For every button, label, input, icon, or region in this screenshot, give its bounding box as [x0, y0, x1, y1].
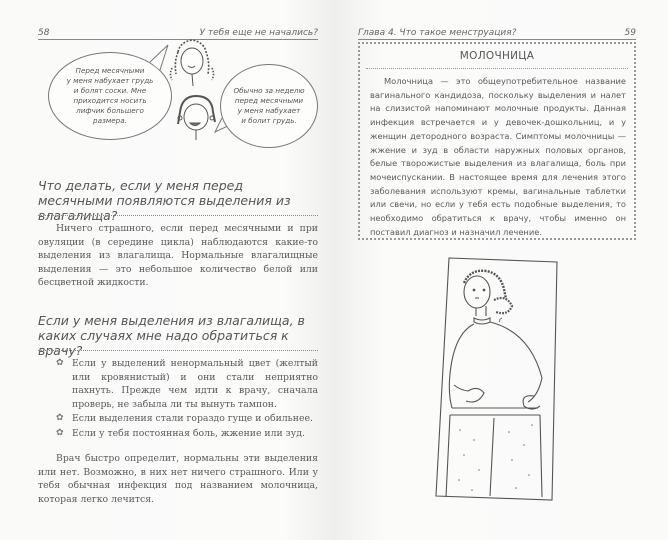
bubble-line: у меня набухает грудь: [66, 76, 154, 85]
right-page-number: 59: [624, 28, 636, 38]
pants-dots: [458, 424, 533, 491]
bubble-line: Обычно за неделю: [233, 86, 305, 95]
right-running-title: Глава 4. Что такое менструация?: [358, 28, 517, 38]
right-page: [334, 0, 668, 540]
bullet-text: Если у тебя постоянная боль, жжение или зуд.: [72, 427, 305, 439]
left-page-number: 58: [38, 28, 50, 38]
flower-bullet-icon: ✿: [56, 413, 64, 423]
section1-divider: [38, 215, 318, 216]
bullet-list: [56, 357, 318, 441]
flower-bullet-icon: ✿: [56, 427, 64, 438]
list-item: [56, 427, 318, 441]
left-running-title: У тебя еще не начались?: [199, 28, 318, 38]
bubble-line: приходится носить: [73, 96, 147, 105]
bubble-line: Перед месячными: [75, 66, 145, 75]
section2-paragraph: Врач быстро определит, нормальны эти выделения или нет. Возможно, в них нет ничего страшного. Или у тебя обычная инфекция под названием молочница, которая легко лечится.: [38, 453, 318, 505]
list-item: [56, 412, 318, 426]
info-box-title: МОЛОЧНИЦА: [459, 50, 535, 62]
section2-heading: Если у меня выделения из влагалища, в каких случаях мне надо обратиться к врачу?: [38, 313, 305, 358]
section1-heading: Что делать, если у меня перед месячными появляются выделения из влагалища?: [38, 178, 291, 223]
flower-bullet-icon: ✿: [56, 358, 64, 368]
bubble-line: лифчик большего: [76, 106, 144, 115]
girl-standing-illustration-icon: [334, 0, 668, 540]
girl-curly-hair-icon: [0, 0, 334, 160]
bullet-text: Если у выделений ненормальный цвет (желтый или кровянистый) и они стали неприятно пахнуть. Прежде чем идти к врачу, сначала проверь, не забыла ли ты вынуть тампон.: [72, 358, 318, 410]
info-box-text: Молочница — это общеупотребительное название вагинального кандидоза, поскольку выделения и налет на слизистой напоминают молочные продукты. Данная инфекция встречается и у девочек-дошкольниц, и у женщин детородного возраста. Симптомы молочницы — жжение и зуд в области наружных половых органов, белые творожистые выделения из влагалища, боль при мочеиспускании. В настоящее время для лечения этого заболевания используют кремы, вагинальные таблетки или свечи, но если у тебя есть подобные выделения, то необходимо обратиться к врачу, чтобы именно он поставил диагноз и назначил лечение.: [370, 76, 626, 237]
bubble-line: перед месячными: [234, 96, 304, 105]
bullet-text: Если выделения стали гораздо гуще и обильнее.: [72, 413, 313, 424]
bubble-line: размера.: [93, 116, 127, 125]
list-item: [56, 357, 318, 411]
section1-paragraph: Ничего страшного, если перед месячными и при овуляции (в середине цикла) наблюдаются какие-то выделения из влагалища. Нормальные влагалищные выделения — это небольшое количество белой или бесцветной жидкости.: [38, 223, 318, 288]
bubble-line: и болят соски. Мне: [73, 86, 147, 95]
bubble-line: у меня набухает: [237, 106, 301, 115]
section2-divider: [38, 350, 318, 351]
bubble-line: и болит грудь.: [241, 116, 297, 125]
